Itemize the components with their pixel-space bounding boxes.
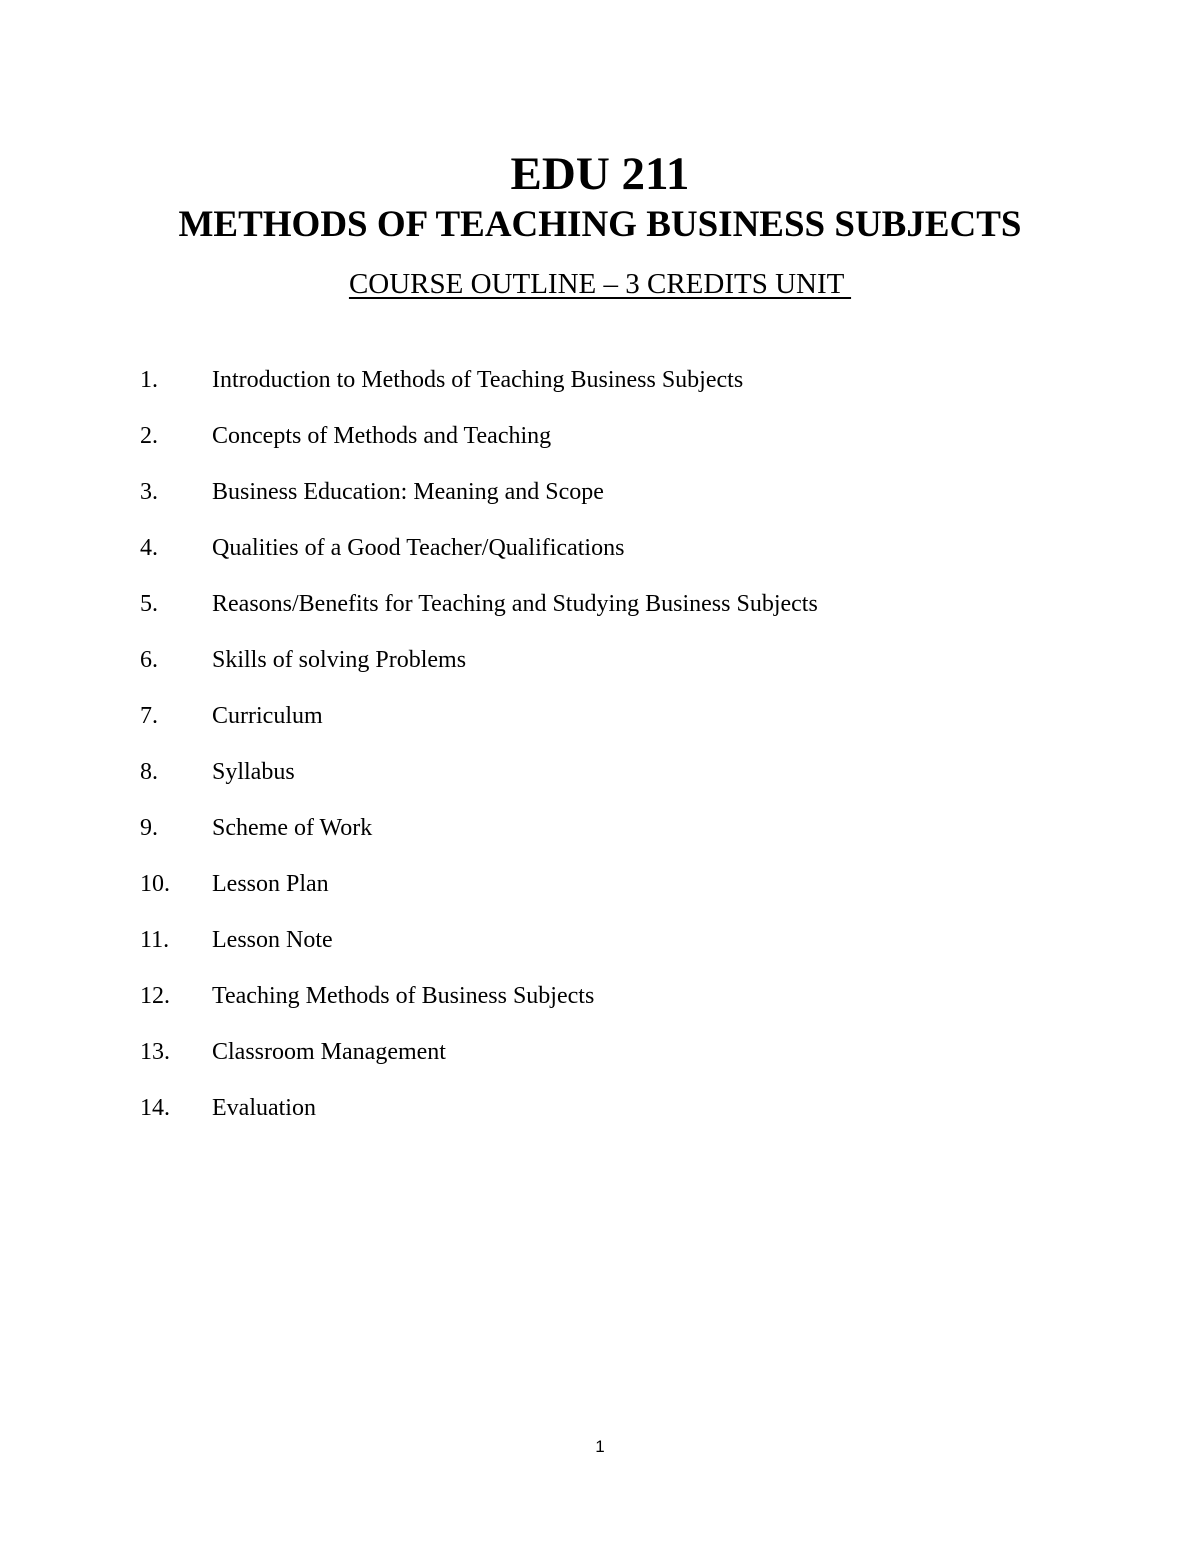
topic-text: Curriculum bbox=[212, 702, 323, 729]
topic-number: 14. bbox=[140, 1094, 170, 1121]
list-item bbox=[140, 1080, 1040, 1136]
list-item bbox=[140, 912, 1040, 968]
list-item bbox=[140, 1024, 1040, 1080]
course-outline-heading bbox=[0, 264, 1200, 304]
list-item bbox=[140, 856, 1040, 912]
topic-number: 6. bbox=[140, 646, 158, 673]
topic-text: Evaluation bbox=[212, 1094, 316, 1121]
list-item bbox=[140, 352, 1040, 408]
list-item bbox=[140, 576, 1040, 632]
topic-number: 8. bbox=[140, 758, 158, 785]
topic-number: 9. bbox=[140, 814, 158, 841]
topic-text: Introduction to Methods of Teaching Business Subjects bbox=[212, 366, 744, 393]
topic-number: 11. bbox=[140, 926, 170, 953]
topic-text: Scheme of Work bbox=[212, 814, 373, 841]
page-number: 1 bbox=[595, 1437, 605, 1456]
topic-text: Classroom Management bbox=[212, 1038, 446, 1065]
topic-number: 12. bbox=[140, 982, 170, 1009]
topic-text: Reasons/Benefits for Teaching and Studying Business Subjects bbox=[212, 590, 818, 617]
topic-list bbox=[140, 352, 1040, 1136]
topic-text: Syllabus bbox=[212, 758, 295, 785]
list-item bbox=[140, 800, 1040, 856]
list-item bbox=[140, 688, 1040, 744]
topic-text: Lesson Note bbox=[212, 926, 333, 953]
topic-number: 4. bbox=[140, 534, 158, 561]
topic-text: Teaching Methods of Business Subjects bbox=[212, 982, 595, 1009]
list-item bbox=[140, 408, 1040, 464]
list-item bbox=[140, 744, 1040, 800]
course-title: METHODS OF TEACHING BUSINESS SUBJECTS bbox=[178, 204, 1022, 245]
course-outline-heading-text: COURSE OUTLINE – 3 CREDITS UNIT bbox=[348, 268, 852, 300]
list-item bbox=[140, 968, 1040, 1024]
topic-number: 2. bbox=[140, 422, 158, 449]
topic-number: 5. bbox=[140, 590, 158, 617]
course-code: EDU 211 bbox=[510, 148, 690, 200]
list-item bbox=[140, 632, 1040, 688]
topic-text: Business Education: Meaning and Scope bbox=[212, 478, 604, 505]
topic-number: 1. bbox=[140, 366, 158, 393]
list-item bbox=[140, 464, 1040, 520]
topic-text: Skills of solving Problems bbox=[212, 646, 467, 673]
topic-number: 10. bbox=[140, 870, 170, 897]
list-item bbox=[140, 520, 1040, 576]
topic-text: Qualities of a Good Teacher/Qualifications bbox=[212, 534, 625, 561]
topic-number: 13. bbox=[140, 1038, 170, 1065]
topic-number: 3. bbox=[140, 478, 158, 505]
topic-text: Lesson Plan bbox=[212, 870, 329, 897]
topic-text: Concepts of Methods and Teaching bbox=[212, 422, 552, 449]
topic-number: 7. bbox=[140, 702, 158, 729]
